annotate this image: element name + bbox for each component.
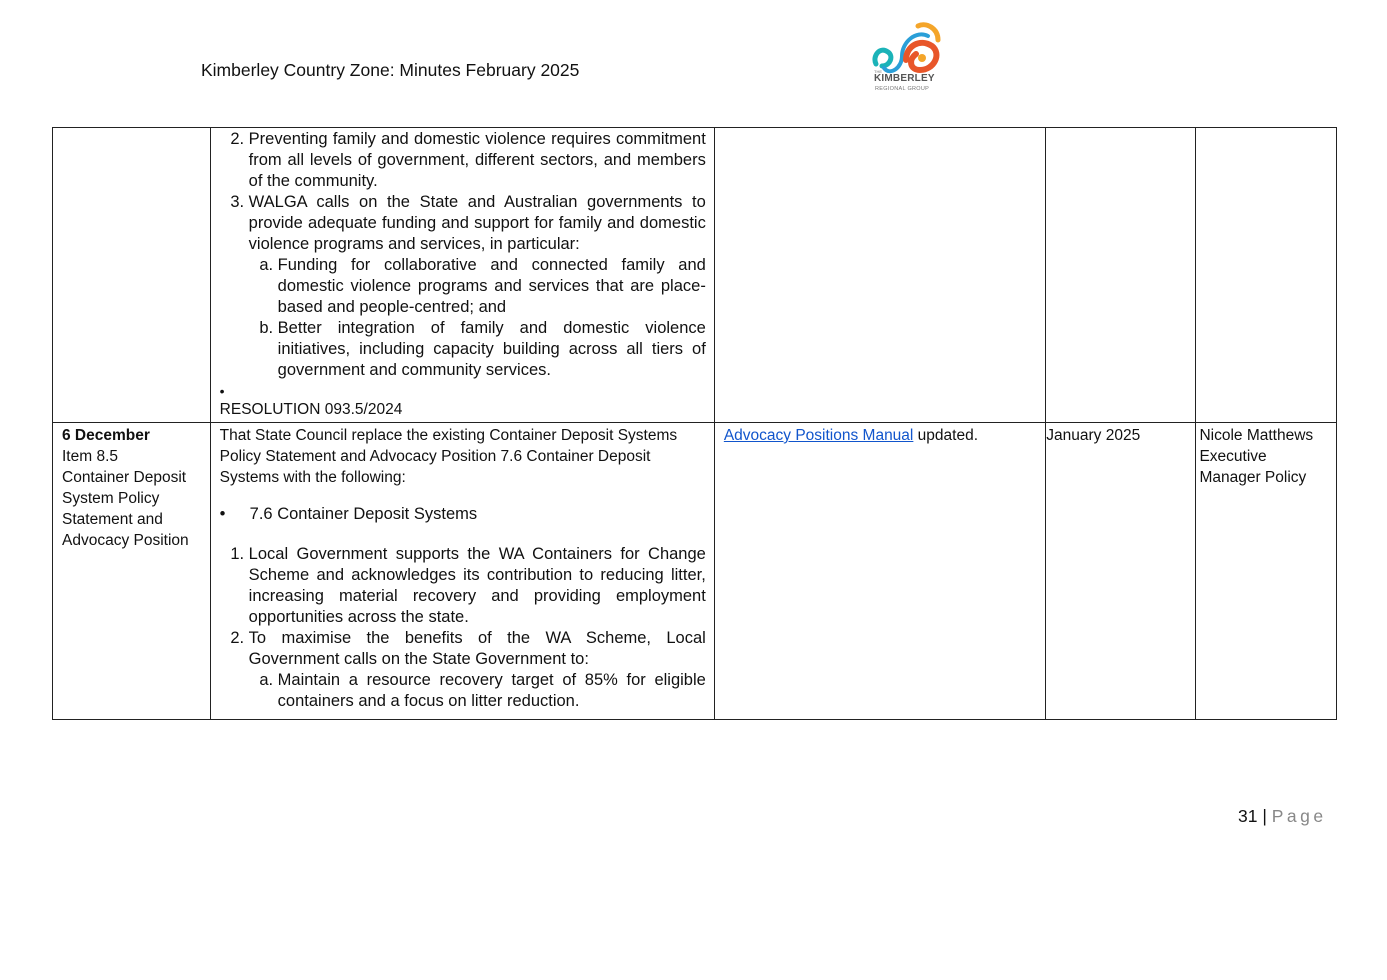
logo-text-kimberley: KIMBERLEY: [874, 73, 935, 84]
list-item: 2. Preventing family and domestic violence requires commitment from all levels of government, different sectors, and members of the community.: [249, 129, 706, 192]
numbered-list: [220, 544, 706, 712]
minutes-table: [52, 127, 1337, 720]
list-item: 1. Local Government supports the WA Containers for Change Scheme and acknowledges its contribution to reducing litter, increasing material recovery and providing employment opportunities across the state.: [249, 544, 706, 628]
responsible-title-line: Manager Policy: [1199, 469, 1307, 486]
page-label: Page: [1271, 806, 1327, 826]
logo-text-the: THE: [874, 69, 882, 74]
kimberley-regional-group-logo: [866, 16, 946, 96]
sub-list-item: a. Funding for collaborative and connected family and domestic violence programs and services that are place-based and people-centred; and: [278, 255, 706, 318]
sub-list-item: b. Better integration of family and domestic violence initiatives, including capacity building across all tiers of government and community services.: [278, 318, 706, 381]
cell-meeting-item: [53, 128, 211, 423]
logo-text-regional-group: REGIONAL GROUP: [875, 86, 930, 92]
bullet-marker: •: [219, 383, 225, 399]
resolution-number: RESOLUTION 093.5/2024: [219, 401, 403, 418]
advocacy-positions-manual-link[interactable]: Advocacy Positions Manual: [723, 427, 914, 444]
resolution-intro: That State Council replace the existing Container Deposit Systems Policy Statement and Advocacy Position 7.6 Container Deposit Systems with the following:: [219, 427, 678, 486]
cell-resolution: [210, 128, 714, 423]
page-footer: [1238, 806, 1327, 827]
list-item-text: WALGA calls on the State and Australian governments to provide adequate funding and support for family and domestic violence programs and services, in particular:: [248, 193, 706, 253]
cell-responsible: [1196, 423, 1337, 720]
page-number: 31: [1238, 806, 1258, 826]
cell-resolution: [210, 423, 714, 720]
page-header-title: Kimberley Country Zone: Minutes February 2025: [201, 60, 580, 80]
table-row: [53, 423, 1337, 720]
bullet-text: 7.6 Container Deposit Systems: [249, 505, 478, 523]
cell-responsible: [1196, 128, 1337, 423]
list-item: [249, 628, 706, 712]
cell-action: [714, 423, 1045, 720]
sub-list: [249, 670, 706, 712]
meeting-date: 6 December: [62, 427, 150, 444]
bullet-marker: •: [219, 505, 226, 523]
numbered-list: [220, 129, 706, 381]
sub-list-item: a. Maintain a resource recovery target of 85% for eligible containers and a focus on litter reduction.: [278, 670, 706, 712]
cell-meeting-item: [53, 423, 211, 720]
responsible-title-line: Executive: [1199, 448, 1267, 465]
list-item: [249, 192, 706, 381]
responsible-name: Nicole Matthews: [1199, 427, 1314, 444]
item-number: Item 8.5: [62, 448, 118, 465]
item-title: Container Deposit System Policy Statement and Advocacy Position: [62, 469, 189, 549]
page-separator: |: [1257, 806, 1272, 826]
cell-date: January 2025: [1046, 423, 1196, 720]
table-row: [53, 128, 1337, 423]
cell-date: [1046, 128, 1196, 423]
sub-list: [249, 255, 706, 381]
bullet-item: [220, 504, 706, 525]
cell-action: [714, 128, 1045, 423]
action-text: updated.: [913, 427, 979, 444]
list-item-text: To maximise the benefits of the WA Scheme, Local Government calls on the State Government to:: [248, 629, 706, 668]
